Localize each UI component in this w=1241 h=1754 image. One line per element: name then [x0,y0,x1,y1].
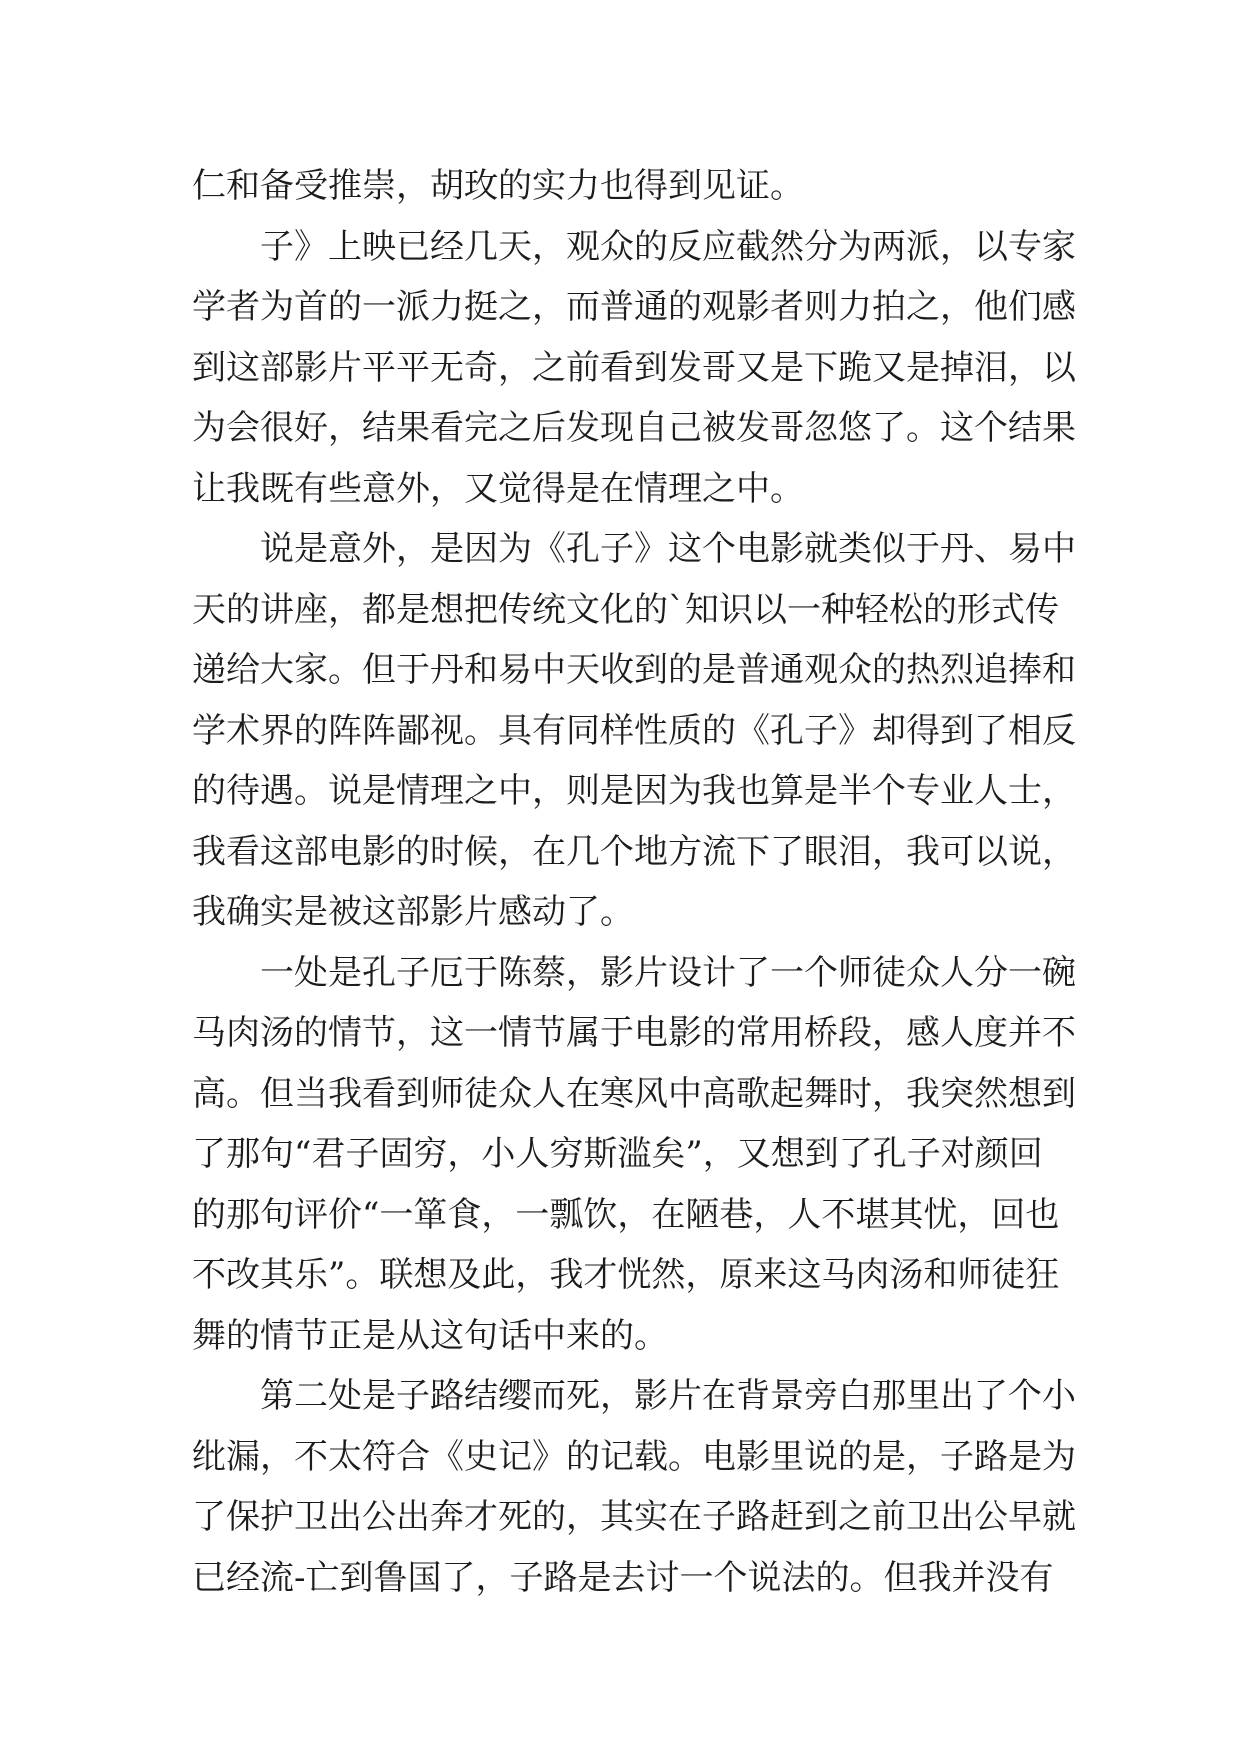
text-line: 天的讲座，都是想把传统文化的`知识以一种轻松的形式传 [192,589,1059,630]
text-line: 高。但当我看到师徒众人在寒风中高歌起舞时，我突然想到 [192,1073,1076,1114]
text-line: 的那句评价“一箪食，一瓢饮，在陋巷，人不堪其忧，回也 [192,1194,1060,1235]
text-line: 到这部影片平平无奇，之前看到发哥又是下跪又是掉泪，以 [192,347,1076,388]
text-line: 纰漏，不太符合《史记》的记载。电影里说的是，子路是为 [192,1436,1076,1477]
paragraph-4 [192,943,1076,1367]
paragraph-1 [192,156,1054,217]
text-line: 让我既有些意外，又觉得是在情理之中。 [192,468,804,509]
text-line: 我看这部电影的时候，在几个地方流下了眼泪，我可以说， [192,831,1076,872]
text-line: 仁和备受推崇，胡玫的实力也得到见证。 [192,166,804,206]
text-line: 一处是孔子厄于陈蔡，影片设计了一个师徒众人分一碗 [260,952,1076,993]
paragraph-5 [192,1366,1076,1608]
text-line: 的待遇。说是情理之中，则是因为我也算是半个专业人士， [192,771,1076,811]
text-line: 子》上映已经几天，观众的反应截然分为两派，以专家 [260,226,1076,267]
text-line: 不改其乐”。联想及此，我才恍然，原来这马肉汤和师徒狂 [192,1255,1060,1295]
paragraph-2 [192,217,1076,520]
text-line: 说是意外，是因为《孔子》这个电影就类似于丹、易中 [260,529,1076,569]
text-line: 递给大家。但于丹和易中天收到的是普通观众的热烈追捧和 [192,650,1076,690]
document-body [192,156,1076,1608]
paragraph-3 [192,519,1076,943]
text-line: 学者为首的一派力挺之，而普通的观影者则力拍之，他们感 [192,287,1076,327]
text-line: 已经流-亡到鲁国了，子路是去讨一个说法的。但我并没有 [192,1557,1054,1598]
text-line: 第二处是子路结缨而死，影片在背景旁白那里出了个小 [260,1376,1076,1416]
text-line: 我确实是被这部影片感动了。 [192,892,634,932]
text-line: 了保护卫出公出奔才死的，其实在子路赶到之前卫出公早就 [192,1497,1076,1537]
text-line: 了那句“君子固穷，小人穷斯滥矣”，又想到了孔子对颜回 [192,1134,1043,1174]
text-line: 学术界的阵阵鄙视。具有同样性质的《孔子》却得到了相反 [192,710,1076,751]
text-line: 马肉汤的情节，这一情节属于电影的常用桥段，感人度并不 [192,1013,1076,1053]
text-line: 为会很好，结果看完之后发现自己被发哥忽悠了。这个结果 [192,408,1076,448]
text-line: 舞的情节正是从这句话中来的。 [192,1315,668,1356]
